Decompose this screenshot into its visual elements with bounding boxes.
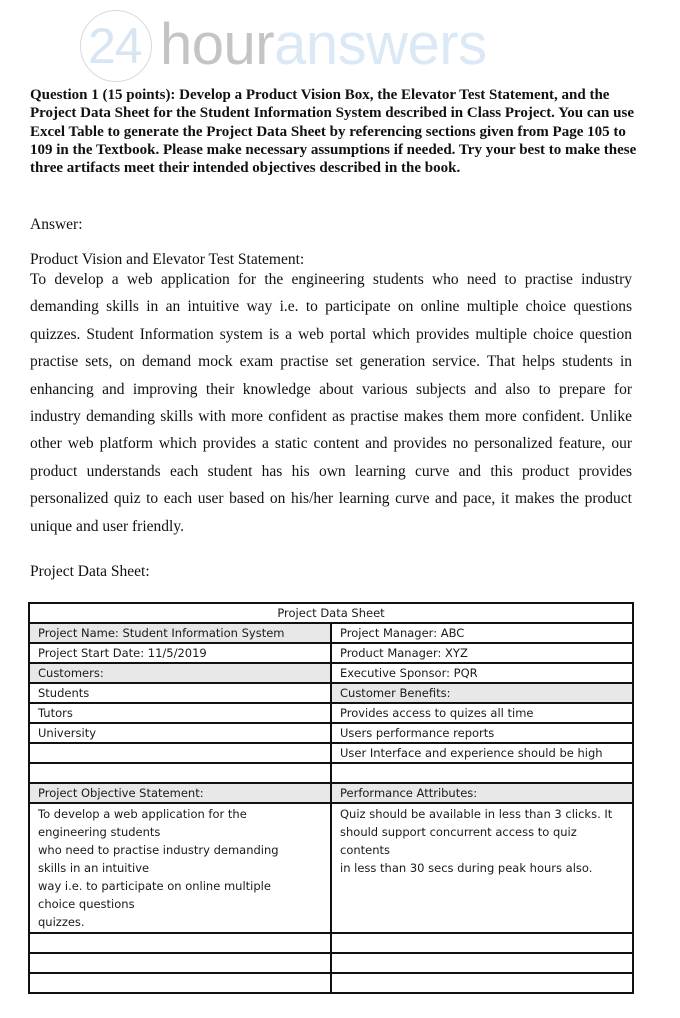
empty-cell <box>29 933 331 953</box>
performance-attributes-cell <box>331 803 633 933</box>
customer-cell: University <box>29 723 331 743</box>
performance-line: in less than 30 secs during peak hours also. <box>340 861 593 875</box>
product-manager-cell: Product Manager: XYZ <box>331 643 633 663</box>
customer-benefit-cell: Users performance reports <box>331 723 633 743</box>
question-text: Question 1 (15 points): Develop a Product Vision Box, the Elevator Test Statement, and the Project Data Sheet for the Student Information System described in Class Project. You can use Excel Table to generate the Project Data Sheet by referencing sections given from Page 105 to 109 in the Textbook. Please make necessary assumptions if needed. Try your best to make these three artifacts meet their intended objectives described in the book. <box>30 87 637 177</box>
logo-wordmark <box>160 14 487 76</box>
objective-line: way i.e. to participate on online multiple <box>38 879 271 893</box>
project-data-sheet-table <box>28 602 634 994</box>
table-row <box>29 763 633 783</box>
project-manager-cell: Project Manager: ABC <box>331 623 633 643</box>
project-start-date-cell: Project Start Date: 11/5/2019 <box>29 643 331 663</box>
objective-line: quizzes. <box>38 915 85 929</box>
project-data-sheet-label: Project Data Sheet: <box>30 563 150 580</box>
executive-sponsor-cell: Executive Sponsor: PQR <box>331 663 633 683</box>
table-title: Project Data Sheet <box>29 603 633 623</box>
product-vision-heading: Product Vision and Elevator Test Statement: <box>30 251 305 268</box>
objective-line: engineering students <box>38 825 161 839</box>
project-name-cell: Project Name: Student Information System <box>29 623 331 643</box>
product-vision-body: To develop a web application for the engineering students who need to practise industry demanding skills in an intuitive way i.e. to participate on online multiple choice questions quizzes. Student Information system is a web portal which provides multiple choice question practise sets, on demand mock exam practise set generation service. That helps students in enhancing and improving their knowledge about various subjects and also to prepare for industry demanding skills with more confident as practise makes them more confident. Unlike other web platform which provides a static content and provides no personalized feature, our product understands each student has his own learning curve and this product provides personalized quiz to each user based on his/her learning curve and pace, it makes the product unique and user friendly. <box>30 271 632 535</box>
empty-cell <box>29 763 331 783</box>
customers-heading-cell: Customers: <box>29 663 331 683</box>
table-row <box>29 803 633 933</box>
objective-heading-cell: Project Objective Statement: <box>29 783 331 803</box>
customer-cell: Tutors <box>29 703 331 723</box>
table-row <box>29 783 633 803</box>
objective-line: choice questions <box>38 897 135 911</box>
customer-benefit-cell: User Interface and experience should be high <box>331 743 633 763</box>
table-row <box>29 623 633 643</box>
performance-line: should support concurrent access to quiz contents <box>340 825 577 857</box>
empty-cell <box>331 763 633 783</box>
empty-cell <box>331 953 633 973</box>
table-row <box>29 703 633 723</box>
performance-heading-cell: Performance Attributes: <box>331 783 633 803</box>
table-row <box>29 683 633 703</box>
customer-benefit-cell: Provides access to quizes all time <box>331 703 633 723</box>
empty-cell <box>29 743 331 763</box>
table-row <box>29 933 633 953</box>
objective-line: who need to practise industry demanding <box>38 843 279 857</box>
logo-number: 24 <box>88 18 142 74</box>
customer-benefits-heading-cell: Customer Benefits: <box>331 683 633 703</box>
table-row <box>29 643 633 663</box>
objective-statement-cell <box>29 803 331 933</box>
table-row <box>29 723 633 743</box>
table-row <box>29 663 633 683</box>
answer-label: Answer: <box>30 216 83 233</box>
objective-line: To develop a web application for the <box>38 807 247 821</box>
empty-cell <box>29 953 331 973</box>
empty-cell <box>331 933 633 953</box>
logo-word-answers: answers <box>274 12 487 77</box>
empty-cell <box>29 973 331 993</box>
table-row <box>29 953 633 973</box>
objective-line: skills in an intuitive <box>38 861 150 875</box>
site-logo <box>78 8 558 78</box>
customer-cell: Students <box>29 683 331 703</box>
logo-word-hour: hour <box>160 12 275 77</box>
table-row <box>29 743 633 763</box>
table-row <box>29 973 633 993</box>
empty-cell <box>331 973 633 993</box>
performance-line: Quiz should be available in less than 3 clicks. It <box>340 807 613 821</box>
